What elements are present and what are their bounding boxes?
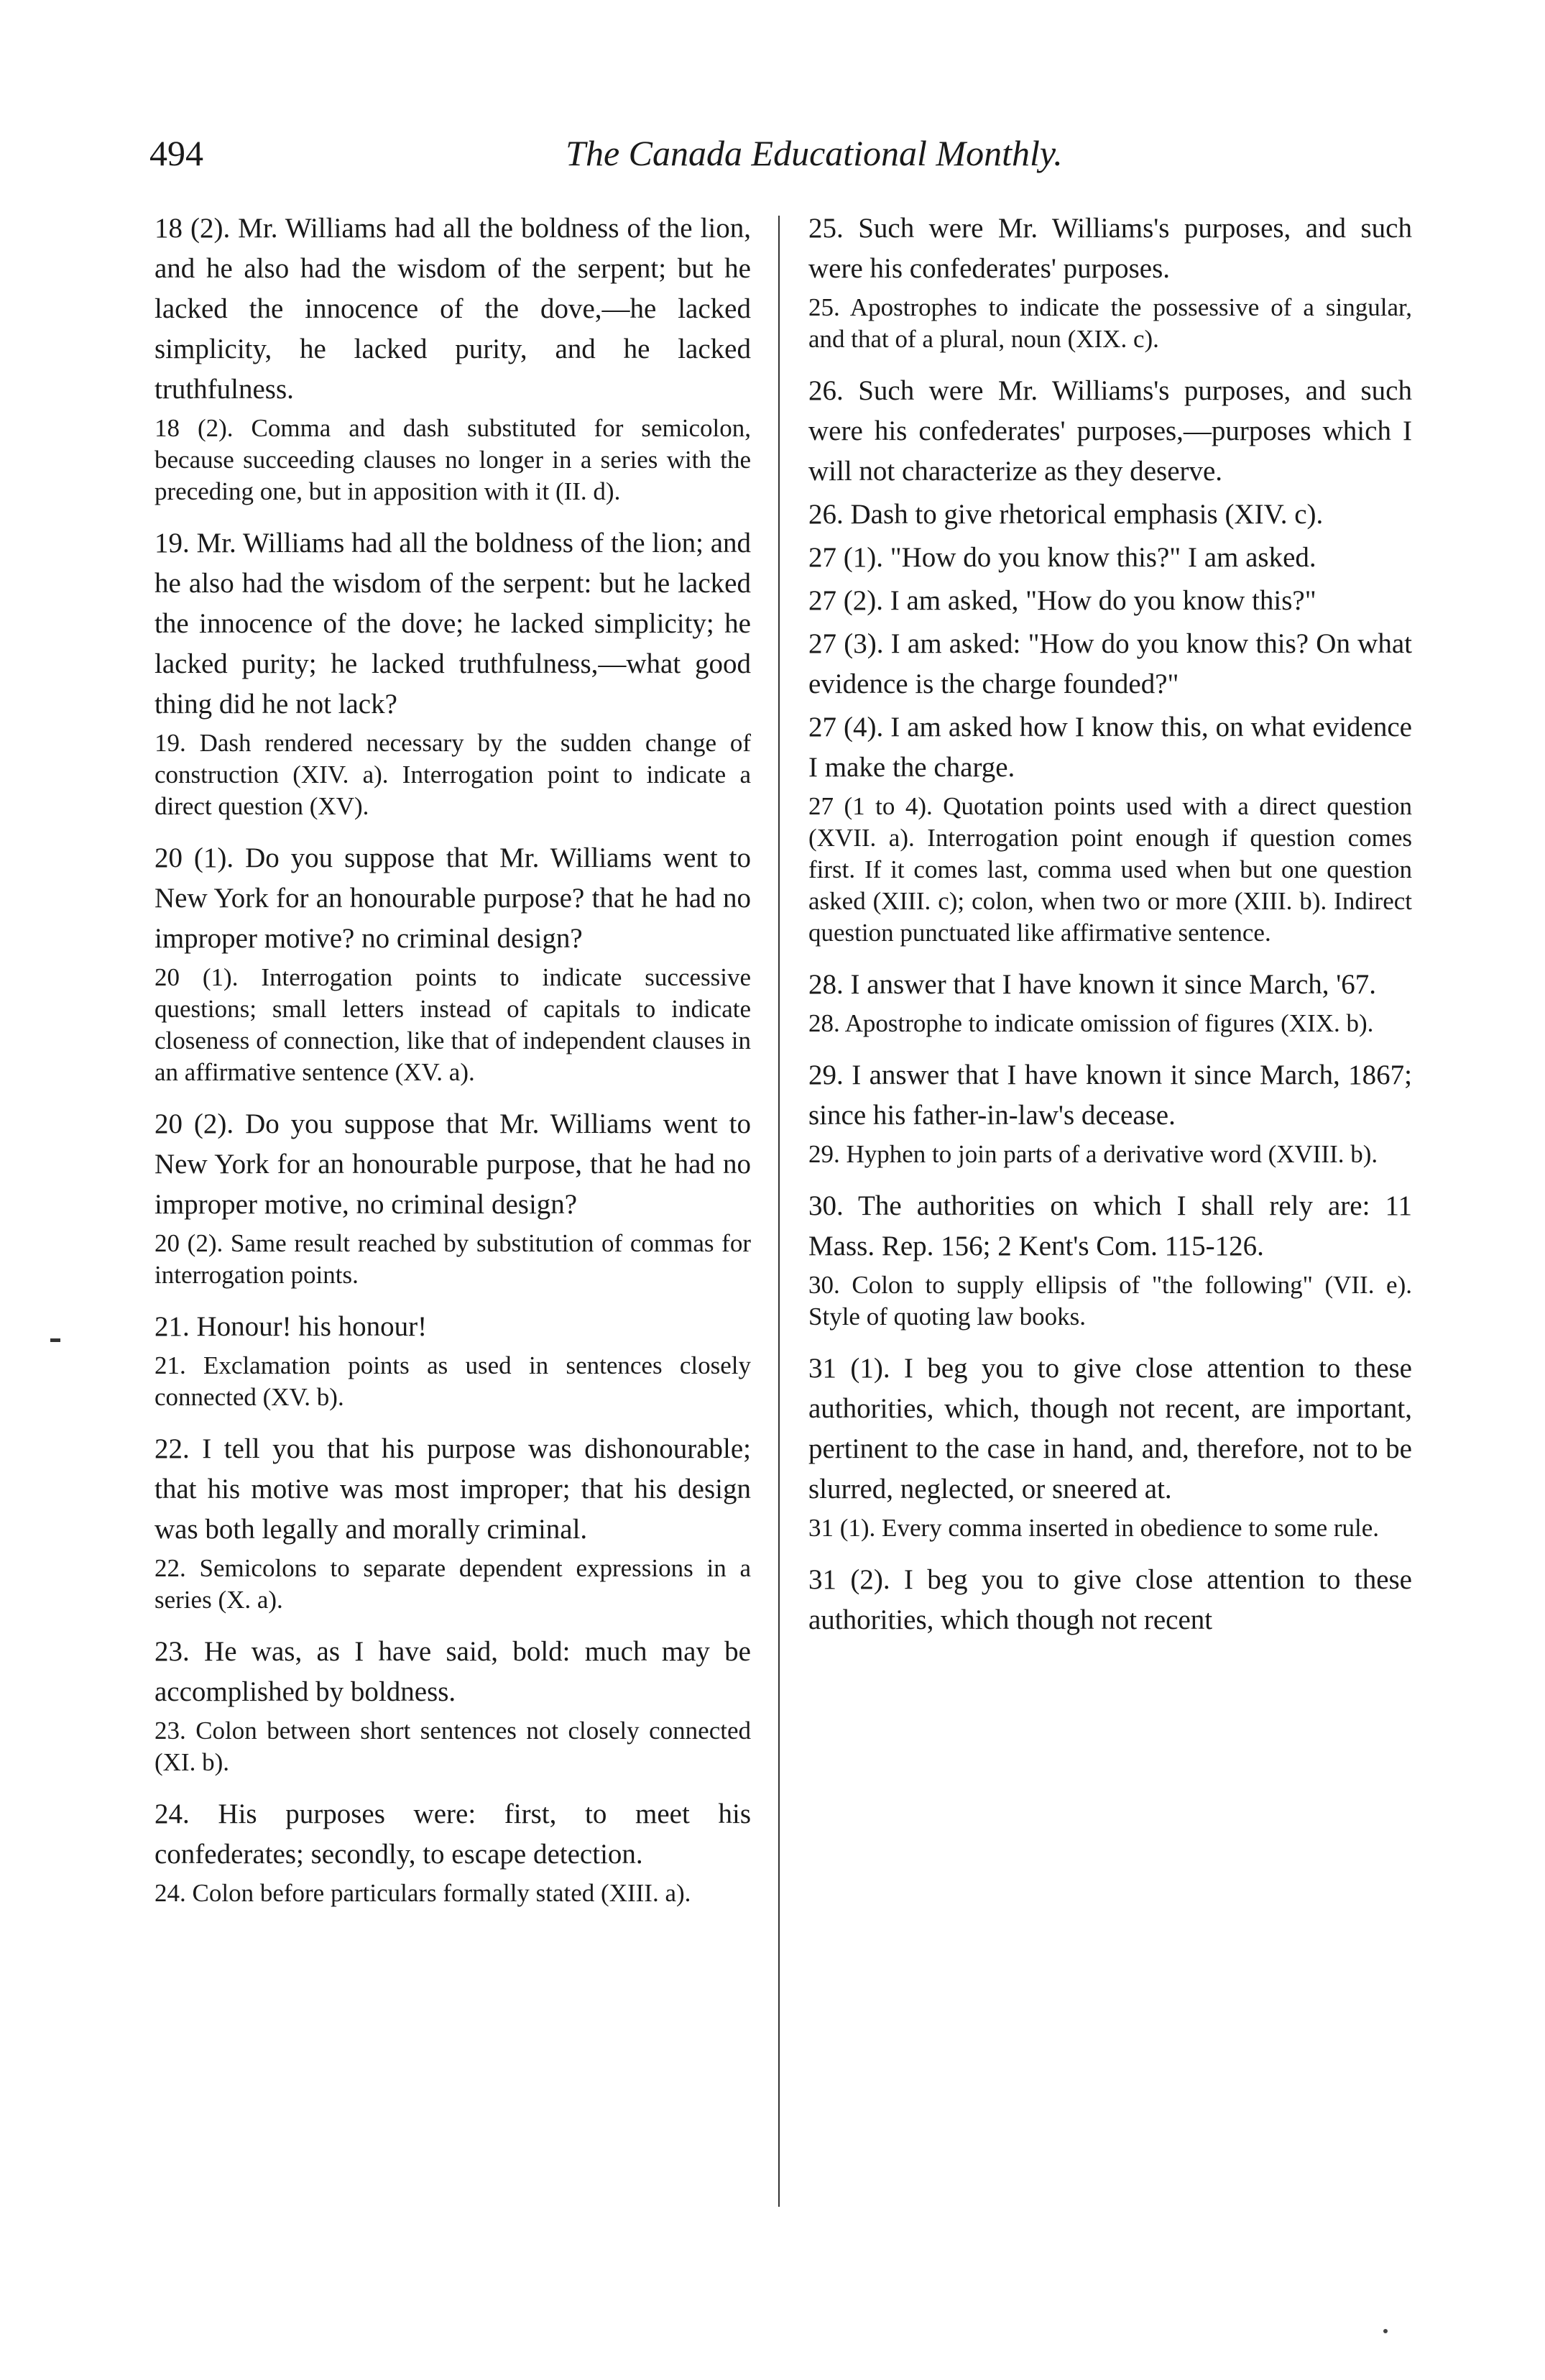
rule-note-paragraph: 22. Semicolons to separate dependent expressions in a series (X. a). bbox=[154, 1554, 751, 1614]
example-paragraph: 29. I answer that I have known it since March, 1867; since his father-in-law's decease. bbox=[808, 1060, 1412, 1131]
rule-note-paragraph: 28. Apostrophe to indicate omission of figures (XIX. b). bbox=[808, 1009, 1374, 1037]
rule-note-paragraph: 18 (2). Comma and dash substituted for semicolon, because succeeding clauses no longer in a series with the preceding one, but in apposition with it (II. d). bbox=[154, 414, 751, 505]
column-divider bbox=[778, 216, 780, 2207]
example-paragraph: 23. He was, as I have said, bold: much may be accomplished by boldness. bbox=[154, 1636, 751, 1707]
rule-note-paragraph: 27 (1 to 4). Quotation points used with a direct question (XVII. a). Interrogation point enough if question comes first. If it comes last, comma used when but one question asked (XIII. c); colon, when two or more (XIII. b). Indirect question punctuated like affirmative sentence. bbox=[808, 792, 1412, 947]
example-paragraph: 19. Mr. Williams had all the boldness of the lion; and he also had the wisdom of the serpent: but he lacked the innocence of the dove; he lacked simplicity; he lacked purity; he lacked truthfulness,—what good thing did he not lack? bbox=[154, 528, 751, 720]
rule-note-paragraph: 24. Colon before particulars formally stated (XIII. a). bbox=[154, 1879, 691, 1907]
right-column bbox=[808, 208, 1412, 2221]
page-header bbox=[149, 121, 1414, 185]
example-paragraph: 18 (2). Mr. Williams had all the boldness of the lion, and he also had the wisdom of the serpent; but he lacked the innocence of the dove,—he lacked simplicity, he lacked purity, and he lacked truthfulness. bbox=[154, 213, 751, 405]
rule-note-paragraph: 30. Colon to supply ellipsis of "the following" (VII. e). Style of quoting law books. bbox=[808, 1271, 1412, 1331]
example-paragraph: 21. Honour! his honour! bbox=[154, 1311, 428, 1342]
rule-note-paragraph: 31 (1). Every comma inserted in obedience to some rule. bbox=[808, 1514, 1380, 1542]
left-column bbox=[154, 208, 751, 2221]
margin-mark bbox=[50, 1338, 60, 1342]
example-paragraph: 31 (1). I beg you to give close attention to these authorities, which, though not recent, are important, pertinent to the case in hand, and, therefore, not to be slurred, neglected, or sneered at. bbox=[808, 1353, 1412, 1504]
example-paragraph: 30. The authorities on which I shall rely are: 11 Mass. Rep. 156; 2 Kent's Com. 115-126. bbox=[808, 1190, 1412, 1262]
example-paragraph: 26. Dash to give rhetorical emphasis (XIV. c). bbox=[808, 499, 1324, 530]
rule-note-paragraph: 19. Dash rendered necessary by the sudden change of construction (XIV. a). Interrogation point to indicate a direct question (XV). bbox=[154, 729, 751, 820]
rule-note-paragraph: 21. Exclamation points as used in sentences closely connected (XV. b). bbox=[154, 1351, 751, 1411]
page-number: 494 bbox=[149, 133, 203, 173]
rule-note-paragraph: 20 (1). Interrogation points to indicate successive questions; small letters instead of capitals to indicate closeness of connection, like that of independent clauses in an affirmative sentence (XV. a). bbox=[154, 963, 751, 1086]
example-paragraph: 22. I tell you that his purpose was dishonourable; that his motive was most improper; that his design was both legally and morally criminal. bbox=[154, 1433, 751, 1545]
example-paragraph: 27 (3). I am asked: "How do you know this? On what evidence is the charge founded?" bbox=[808, 628, 1412, 699]
example-paragraph: 20 (2). Do you suppose that Mr. Williams went to New York for an honourable purpose, that he had no improper motive, no criminal design? bbox=[154, 1108, 751, 1220]
example-paragraph: 25. Such were Mr. Williams's purposes, and such were his confederates' purposes. bbox=[808, 213, 1412, 284]
rule-note-paragraph: 29. Hyphen to join parts of a derivative word (XVIII. b). bbox=[808, 1140, 1378, 1168]
ink-speck bbox=[1383, 2329, 1388, 2333]
rule-note-paragraph: 20 (2). Same result reached by substitution of commas for interrogation points. bbox=[154, 1229, 751, 1289]
rule-note-paragraph: 25. Apostrophes to indicate the possessive of a singular, and that of a plural, noun (XIX. c). bbox=[808, 293, 1412, 353]
example-paragraph: 27 (1). "How do you know this?" I am asked. bbox=[808, 542, 1316, 573]
example-paragraph: 27 (4). I am asked how I know this, on what evidence I make the charge. bbox=[808, 712, 1412, 783]
example-paragraph: 28. I answer that I have known it since March, '67. bbox=[808, 969, 1377, 1000]
example-paragraph: 24. His purposes were: first, to meet his confederates; secondly, to escape detection. bbox=[154, 1798, 751, 1870]
running-title: The Canada Educational Monthly. bbox=[566, 133, 1063, 173]
example-paragraph: 31 (2). I beg you to give close attention to these authorities, which though not recent bbox=[808, 1564, 1412, 1635]
example-paragraph: 20 (1). Do you suppose that Mr. Williams went to New York for an honourable purpose? that he had no improper motive? no criminal design? bbox=[154, 842, 751, 954]
example-paragraph: 26. Such were Mr. Williams's purposes, and such were his confederates' purposes,—purposes which I will not characterize as they deserve. bbox=[808, 375, 1412, 487]
example-paragraph: 27 (2). I am asked, "How do you know this?" bbox=[808, 585, 1316, 616]
rule-note-paragraph: 23. Colon between short sentences not closely connected (XI. b). bbox=[154, 1717, 751, 1776]
